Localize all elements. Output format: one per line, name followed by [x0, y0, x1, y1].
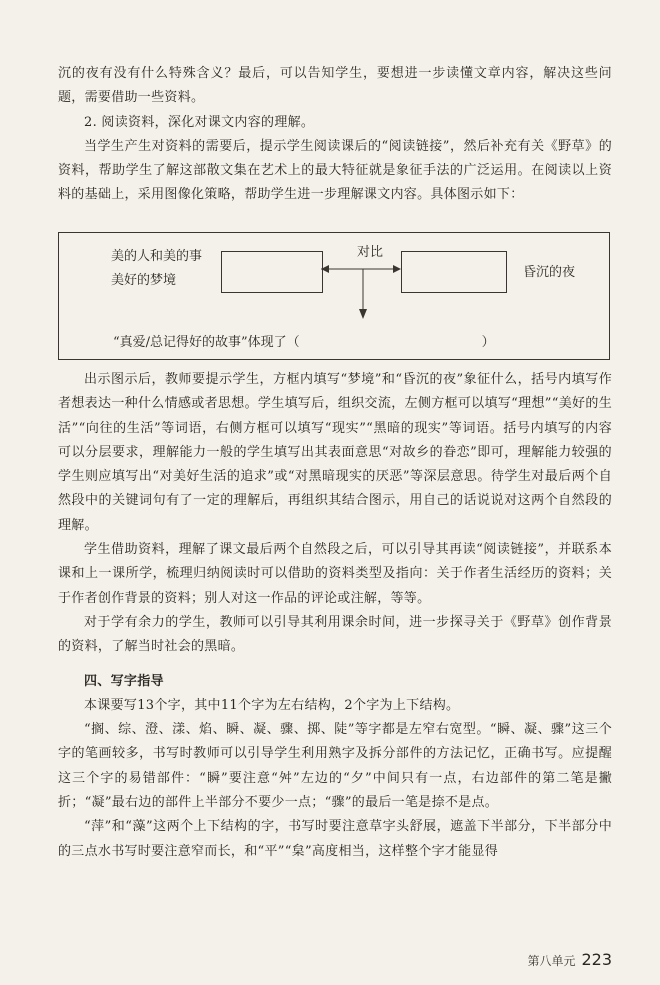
- paragraph-1: 沉的夜有没有什么特殊含义？最后，可以告知学生，要想进一步读懂文章内容，解决这些问题，需要借助一些资料。: [58, 66, 612, 106]
- section-title-writing: 四、写字指导: [84, 673, 164, 689]
- diagram-contrast-label: 对比: [357, 245, 384, 260]
- contrast-diagram: [58, 232, 610, 360]
- paragraph-2-heading: 2. 阅读资料，深化对课文内容的理解。: [84, 114, 315, 130]
- page-footer: [527, 950, 612, 969]
- paragraph-7: 本课要写13个字，其中11个字为左右结构，2个字为上下结构。: [84, 697, 460, 713]
- paragraph-8: “搁、综、澄、漾、焰、瞬、凝、骤、掷、陡”等字都是左窄右宽型。“瞬、凝、骤”这三个字的笔画较多，书写时教师可以引导学生利用熟字及拆分部件的方法记忆，正确书写。应提醒这三个字的易错部件：“瞬”要注意“舛”左边的“夕”中间只有一点，右边部件的第二笔是撇折；“凝”最右边的部件上半部分不要少一点；“骤”的最后一笔是捺不是点。: [58, 722, 612, 811]
- upper-text: [58, 62, 612, 208]
- diagram-bottom-sentence: “真爱/总记得好的故事”体现了（ ）: [113, 335, 495, 350]
- lower-text: [58, 368, 612, 864]
- diagram-right-label: 昏沉的夜: [523, 265, 576, 280]
- diagram-left-label-2: 美好的梦境: [111, 273, 177, 288]
- paragraph-9: “萍”和“藻”这两个上下结构的字，书写时要注意草字头舒展，遮盖下半部分，下半部分中的三点水书写时要注意窄而长，和“平”“枲”高度相当，这样整个字才能显得: [58, 819, 612, 859]
- paragraph-6: 对于学有余力的学生，教师可以引导其利用课余时间，进一步探寻关于《野草》创作背景的资料，了解当时社会的黑暗。: [58, 614, 612, 655]
- diagram-left-label-1: 美的人和美的事: [111, 249, 203, 264]
- paragraph-4: 出示图示后，教师要提示学生，方框内填写“梦境”和“昏沉的夜”象征什么，括号内填写作者想表达一种什么情感或者思想。学生填写后，组织交流，左侧方框可以填写“理想”“美好的生活”“向往的生活”等词语，右侧方框可以填写“现实”“黑暗的现实”等词语。括号内填写的内容可以分层要求，理解能力一般的学生填写出其表面意思“对故乡的眷恋”即可，理解能力较强的学生则应填写出“对美好生活的追求”或“对黑暗现实的厌恶”等深层意思。待学生对最后两个自然段中的关键词句有了一定的理解后，再组织其结合图示，用自己的话说说对这两个自然段的理解。: [58, 372, 612, 533]
- unit-label: 第八单元: [527, 954, 576, 968]
- paragraph-5: 学生借助资料，理解了课文最后两个自然段之后，可以引导其再读“阅读链接”，并联系本课和上一课所学，梳理归纳阅读时可以借助的资料类型及指向：关于作者生活经历的资料；关于作者创作背景的资料；别人对这一作品的评论或注解，等等。: [58, 542, 612, 606]
- paragraph-3: 当学生产生对资料的需要后，提示学生阅读课后的“阅读链接”，然后补充有关《野草》的资料，帮助学生了解这部散文集在艺术上的最大特征就是象征手法的广泛运用。在阅读以上资料的基础上，采用图像化策略，帮助学生进一步理解课文内容。具体图示如下：: [58, 138, 612, 203]
- page-number: 223: [581, 950, 612, 969]
